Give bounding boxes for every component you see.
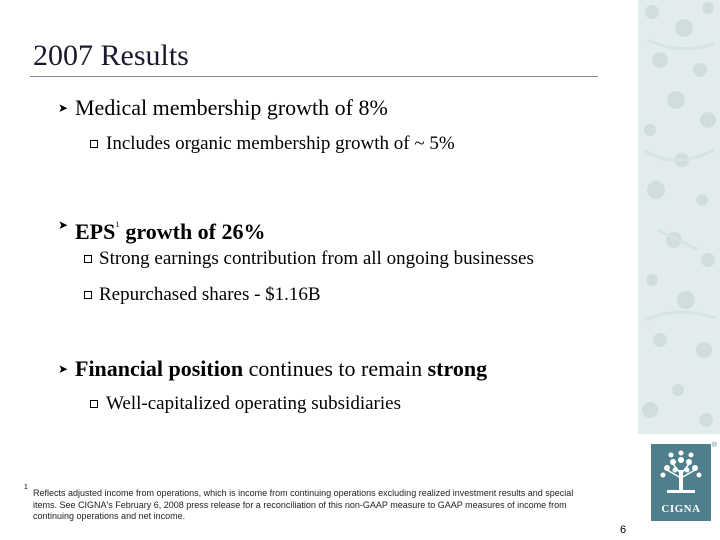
tree-logo-icon — [651, 444, 711, 498]
bullet-3-sub-1: Well-capitalized operating subsidiaries — [106, 393, 401, 414]
bullet-2-sub-2: Repurchased shares - $1.16B — [99, 284, 321, 305]
decorative-people-pattern — [638, 0, 720, 434]
bullet-2-sub-1: Strong earnings contribution from all ongoing businesses — [99, 248, 534, 269]
footnote-ref: 1 — [115, 220, 120, 229]
bullet-2 — [75, 212, 266, 245]
bullet-1 — [75, 95, 388, 121]
company-logo — [651, 444, 711, 521]
bullet-3-text: continues to remain — [248, 356, 423, 381]
logo-wordmark: CIGNA — [661, 503, 701, 515]
bullet-3 — [75, 356, 487, 382]
bullet-3-bold: Financial position — [75, 356, 244, 381]
registered-mark: ® — [712, 442, 718, 449]
page-number: 6 — [620, 524, 627, 536]
title-divider — [30, 76, 598, 77]
bullet-2-bold: EPS — [75, 219, 116, 244]
bullet-3-bold-end: strong — [427, 356, 488, 381]
footnote: Reflects adjusted income from operations, which is income from continuing operations excluding realized investment results and special items. See CIGNA's February 6, 2008 press release for a reconciliation of this non-GAAP measure to GAAP measures of income from continuing operations and net income. — [33, 488, 574, 521]
arrow-bullet-icon: ➤ — [58, 101, 69, 115]
page-title: 2007 Results — [33, 39, 189, 72]
arrow-bullet-icon: ➤ — [58, 362, 69, 376]
square-bullet-icon — [84, 291, 92, 299]
square-bullet-icon — [90, 400, 98, 408]
bullet-1-sub-1: Includes organic membership growth of ~ 5% — [106, 133, 455, 154]
square-bullet-icon — [84, 255, 92, 263]
bullet-1-text: Medical membership growth of 8% — [75, 95, 388, 120]
bullet-2-text: growth of 26% — [125, 219, 266, 244]
footnote-marker: 1 — [24, 484, 28, 491]
arrow-bullet-icon: ➤ — [58, 218, 69, 232]
square-bullet-icon — [90, 140, 98, 148]
